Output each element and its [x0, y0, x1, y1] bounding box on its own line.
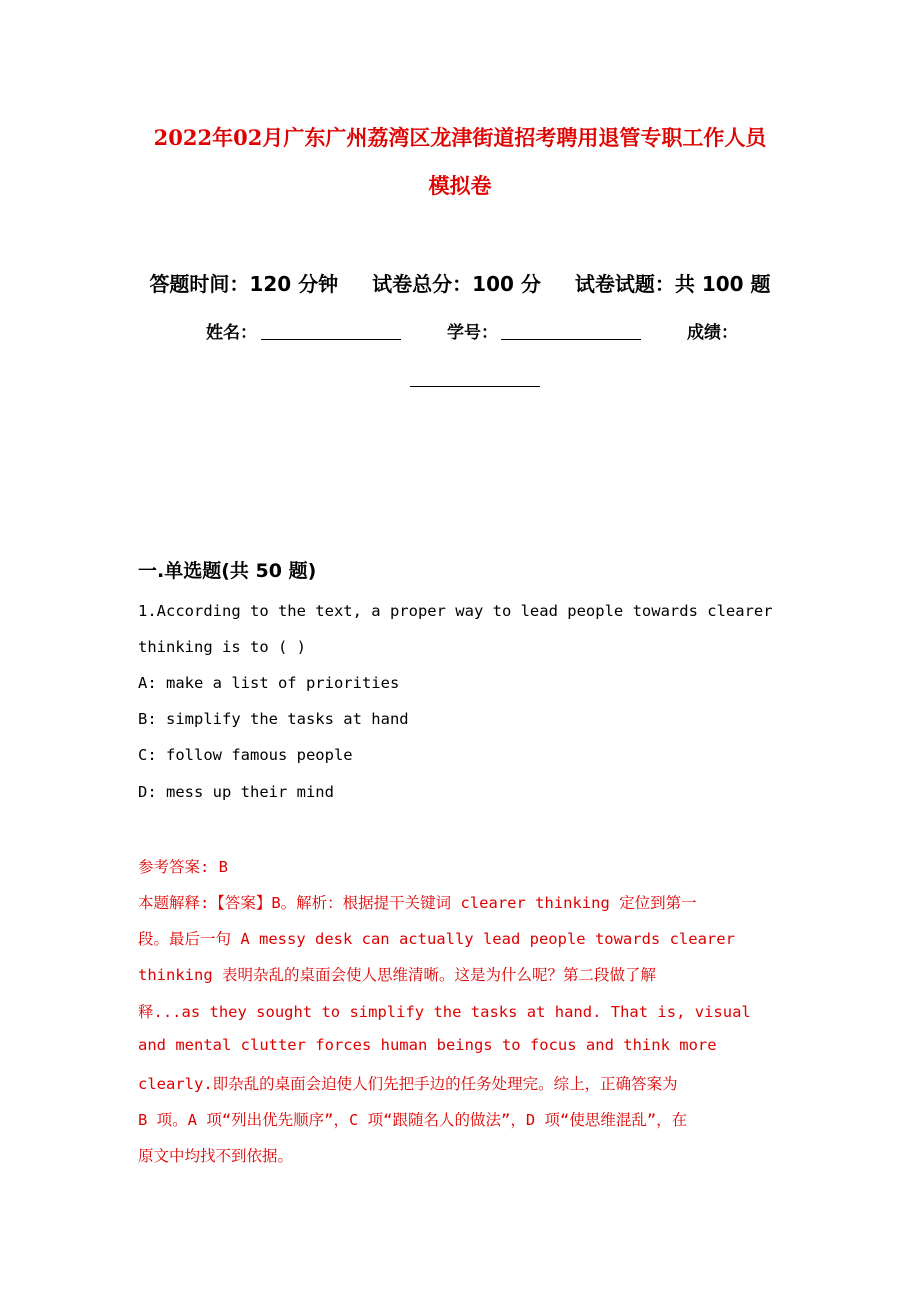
option-b: B: simplify the tasks at hand — [138, 710, 409, 728]
student-id-blank-line[interactable] — [501, 339, 641, 340]
explanation-line: 本题解释:【答案】B。解析：根据提干关键词 clearer thinking 定位到第一 — [138, 894, 697, 912]
student-id-label: 学号： — [447, 323, 498, 343]
explanation-line: thinking 表明杂乱的桌面会使人思维清晰。这是为什么呢？第二段做了解 — [138, 966, 656, 984]
exam-title-line1: 2022年02月广东广州荔湾区龙津街道招考聘用退管专职工作人员 — [153, 125, 767, 150]
reference-answer: 参考答案: B — [138, 858, 228, 876]
exam-title-line2: 模拟卷 — [428, 173, 492, 198]
name-label: 姓名： — [206, 323, 257, 343]
section-title: 一.单选题(共 50 题) — [138, 560, 317, 582]
explanation-line: 原文中均找不到依据。 — [138, 1147, 294, 1165]
name-blank-line[interactable] — [261, 339, 401, 340]
question-stem-line2: thinking is to ( ) — [138, 638, 306, 656]
score-label: 成绩： — [687, 323, 738, 343]
explanation-line: 段。最后一句 A messy desk can actually lead people towards clearer — [138, 930, 735, 948]
explanation-line: 释...as they sought to simplify the tasks at hand. That is, visual — [138, 1003, 751, 1021]
explanation-line: and mental clutter forces human beings to focus and think more — [138, 1036, 717, 1054]
option-c: C: follow famous people — [138, 746, 353, 764]
exam-question-count: 试卷试题：共 100 题 — [574, 272, 771, 296]
exam-total-score: 试卷总分：100 分 — [372, 272, 541, 296]
option-a: A: make a list of priorities — [138, 674, 400, 692]
explanation-line: clearly.即杂乱的桌面会迫使人们先把手边的任务处理完。综上，正确答案为 — [138, 1075, 678, 1093]
exam-time: 答题时间：120 分钟 — [149, 272, 339, 296]
explanation-line: B 项。A 项“列出优先顺序”，C 项“跟随名人的做法”，D 项“使思维混乱”，在 — [138, 1111, 688, 1129]
question-stem-line1: 1.According to the text, a proper way to lead people towards clearer — [138, 602, 773, 620]
option-d: D: mess up their mind — [138, 783, 334, 801]
exam-info — [0, 268, 920, 297]
score-blank-line[interactable] — [410, 386, 540, 387]
